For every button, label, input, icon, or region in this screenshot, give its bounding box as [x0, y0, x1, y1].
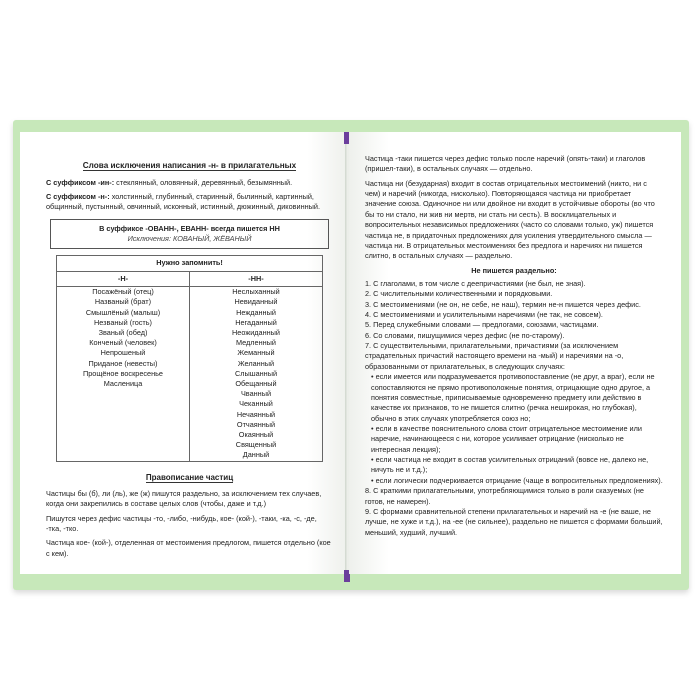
bullet-item: • если имеется или подразумевается противопоставление (не друг, а враг), если не сопоставляются не прямо противоположные понятия, отрицающие одно другое, а понятия совместные, приписываемые одновременно предмету или действию в качестве их признаков, то не пишется слитно (речка неширокая, но глубокая), обычно в этих случаях употребляется союз но;	[371, 372, 655, 423]
memo-word: Прощёное воскресенье	[82, 368, 163, 378]
memo-word: Конченый (человек)	[89, 338, 157, 348]
memo-word: Слышанный	[234, 368, 278, 378]
paragraph: С суффиксом -н-: холстинный, глубинный, старинный, былинный, картинный, общинный, пустынный, овчинный, исконный, истинный, дюжинный, диковинный.	[46, 192, 320, 212]
memo-word: Медленный	[235, 338, 276, 348]
memo-word: Обещанный	[235, 378, 277, 388]
list-item: 7. С существительными, прилагательными, причастиями (за исключением страдательных причастий настоящего времени на -мый) и наречиями на -о, образованными от прилагательных, в следующих случаях:	[365, 341, 624, 371]
memo-word: Неожиданный	[232, 327, 280, 337]
memo-table: Нужно запомнить! -Н- Посажёный (отец) Названый (брат) Смышлёный (малыш) Незваный (гость) Званый (обед) Конченый (человек) Непрошеный Приданое (невесты) Прощёное воскресенье Масленица -НН- Неслыханный Невиданный Нежданный Негаданный Неожиданный Медленный Жеманный Желанный Слышанный Обещанный Чванный Чеканный Нечаянный Отчаянный Окаянный Священный Данный	[56, 255, 323, 461]
section-title: Не пишется раздельно:	[471, 265, 557, 275]
list-item: 4. С местоимениями и усилительными наречиями (не так, не совсем).	[365, 310, 603, 320]
paragraph: Частица ни (безударная) входит в состав отрицательных местоимений (никто, ни с чем) и наречий (никогда, нисколько). Повторяющаяся частица ни приобретает значение союза. Одиночное ни или двойное ни входит в устойчивые обороты (во что бы то ни стало, ни жив ни мертв, ни стать ни сесть). В восклицательных и вопросительных независимых предложениях (часто со словами только, уж) пишется частица не, в придаточных предложениях для усиления утвердительного смысла — частица ни. В отрицательных местоимениях без предлога и наречиях ни пишется слитно, в остальных случаях — раздельно.	[365, 178, 655, 261]
paragraph: Пишутся через дефис частицы -то, -либо, -нибудь, кое- (кой-), -таки, -ка, -с, -де, -тка, -тко.	[46, 513, 317, 534]
memo-word: Незваный (гость)	[94, 317, 152, 327]
list-item: 5. Перед служебными словами — предлогами, союзами, частицами.	[365, 320, 599, 330]
memo-word: Посажёный (отец)	[92, 287, 154, 297]
bullet-item: • если частица не входит в состав усилительных отрицаний (вовсе не, далеко не, ничуть не и т.д.);	[371, 455, 649, 475]
memo-word: Невиданный	[234, 297, 278, 307]
memo-column-nn: -НН- Неслыханный Невиданный Нежданный Негаданный Неожиданный Медленный Жеманный Желанный Слышанный Обещанный Чванный Чеканный Нечаянный Отчаянный Окаянный Священный Данный	[189, 272, 322, 461]
memo-word: Отчаянный	[236, 419, 276, 429]
memo-word: Смышлёный (малыш)	[85, 307, 161, 317]
list-item: 9. С формами сравнительной степени прилагательных и наречий на -е (не ваше, не лучше, не хуже и т.д.), на -ее (не сильнее), раздельно не пишется с формами больший, меньший, худший, лучший.	[365, 506, 663, 537]
memo-word: Неслыханный	[232, 287, 280, 297]
rule-box: В суффиксе -ОВАНН-, ЕВАНН- всегда пишется НН Исключения: КОВАНЫЙ, ЖЁВАНЫЙ	[50, 219, 329, 250]
list-item: 8. С краткими прилагательными, употребляющимися только в роли сказуемых (не готов, не намерен).	[365, 486, 644, 506]
paragraph: Частицы бы (б), ли (ль), же (ж) пишутся раздельно, за исключением тех случаев, когда они закрепились в составе целых слов (чтобы, даже и т.д.)	[46, 488, 322, 509]
page-title: Слова исключения написания -н- в прилагательных	[82, 161, 297, 170]
memo-word: Чванный	[240, 389, 272, 399]
memo-word: Званый (обед)	[98, 327, 148, 337]
paragraph: С суффиксом -ин-: стеклянный, оловянный, деревянный, безымянный.	[46, 177, 293, 187]
memo-word: Непрошеный	[100, 348, 146, 358]
memo-column-n: -Н- Посажёный (отец) Названый (брат) Смышлёный (малыш) Незваный (гость) Званый (обед) Конченый (человек) Непрошеный Приданое (невесты) Прощёное воскресенье Масленица	[57, 272, 189, 461]
list-item: 3. С местоимениями (не он, не себе, не наш), термин не-н пишется через дефис.	[365, 299, 641, 309]
memo-word: Масленица	[103, 378, 143, 388]
left-page	[20, 132, 347, 574]
memo-word: Священный	[235, 440, 277, 450]
memo-word: Нечаянный	[236, 409, 276, 419]
memo-word: Названый (брат)	[94, 297, 152, 307]
section-title: Правописание частиц	[145, 472, 234, 482]
memo-word: Негаданный	[235, 317, 277, 327]
memo-word: Окаянный	[238, 430, 274, 439]
memo-word: Приданое (невесты)	[88, 358, 158, 368]
paragraph: Частица -таки пишется через дефис только после наречий (опять-таки) и глаголов (пришел-таки), в остальных случаях — отдельно.	[365, 154, 646, 174]
memo-word: Данный	[242, 450, 270, 460]
list-item: 1. С глаголами, в том числе с деепричастиями (не был, не зная).	[365, 278, 586, 288]
list-item: 2. С числительными количественными и порядковыми.	[365, 289, 553, 299]
paragraph: Частица кое- (кой-), отделенная от местоимения предлогом, пишется отдельно (кое с кем).	[46, 538, 331, 558]
bullet-item: • если логически подчеркивается отрицание (чаще в вопросительных предложениях).	[371, 475, 663, 485]
bullet-item: • если в качестве пояснительного слова стоит отрицательное местоимение или наречие, начинающееся с ни, которое усиливает отрицание (нисколько не интересная лекция);	[371, 423, 642, 454]
memo-word: Чеканный	[239, 399, 273, 409]
memo-word: Желанный	[237, 358, 275, 368]
right-page	[349, 132, 681, 574]
memo-word: Жеманный	[237, 348, 275, 358]
list-item: 6. Со словами, пишущимися через дефис (не по-старому).	[365, 330, 565, 340]
memo-word: Нежданный	[236, 307, 276, 317]
